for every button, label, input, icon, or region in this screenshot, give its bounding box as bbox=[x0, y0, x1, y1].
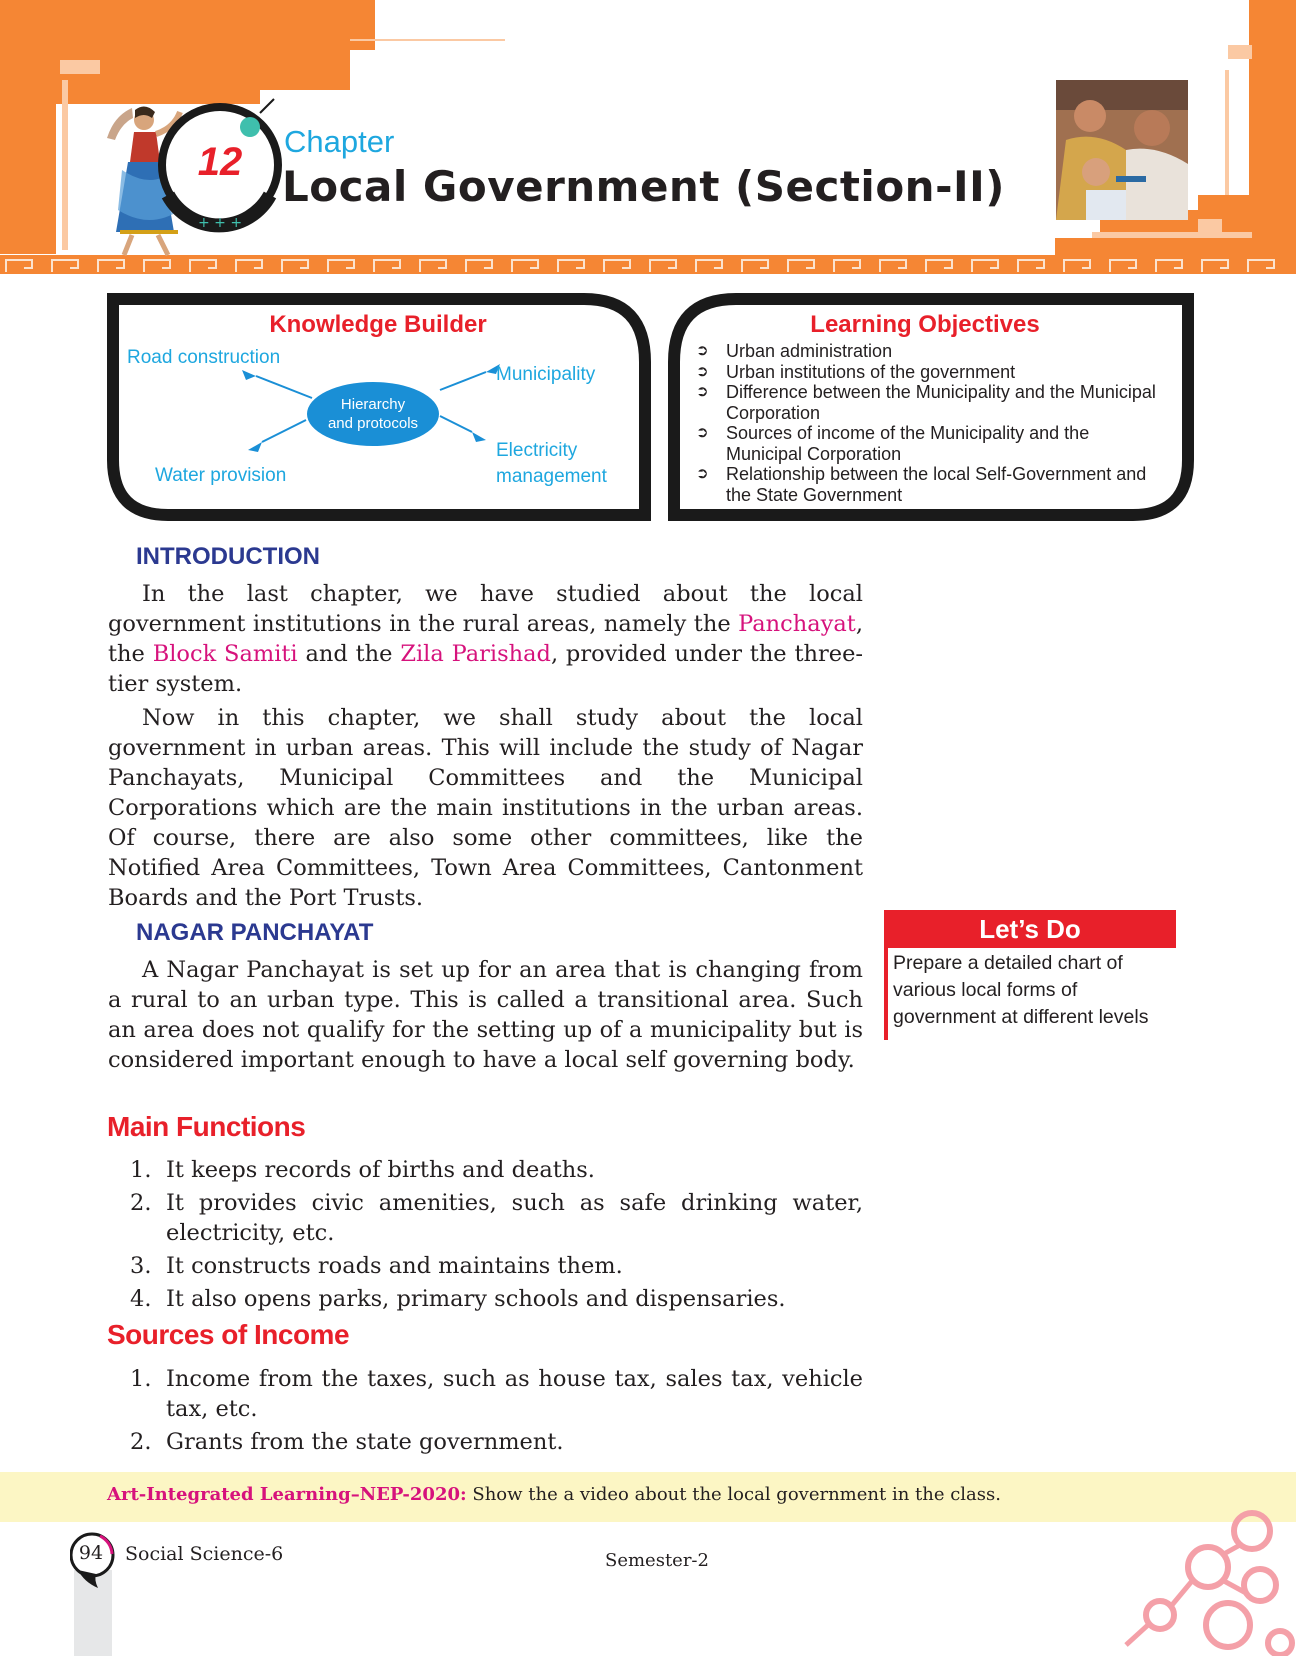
chapter-label: Chapter bbox=[284, 124, 395, 159]
hub-line-1: Hierarchy bbox=[340, 396, 406, 413]
list-item: 3. It constructs roads and maintains them. bbox=[130, 1253, 623, 1279]
lets-do-accent-bar bbox=[884, 948, 888, 1040]
term-panchayat: Panchayat bbox=[738, 611, 856, 637]
book-title: Social Science-6 bbox=[125, 1543, 284, 1565]
kb-item-water-provision: Water provision bbox=[155, 465, 287, 486]
arrow-bullet-icon: ➲ bbox=[696, 362, 709, 380]
sources-of-income-list bbox=[108, 1364, 863, 1460]
lets-do-text: Prepare a detailed chart of various local forms of government at different levels bbox=[893, 952, 1149, 1028]
list-item: 1. It keeps records of births and deaths. bbox=[130, 1157, 595, 1183]
learning-objectives-title: Learning Objectives bbox=[810, 311, 1040, 338]
kb-item-management: management bbox=[496, 466, 607, 487]
list-item: ➲ Urban administration bbox=[696, 341, 893, 361]
arrow-bullet-icon: ➲ bbox=[696, 383, 709, 400]
list-item: ➲ Urban institutions of the government bbox=[696, 361, 1016, 382]
arrow-bullet-icon: ➲ bbox=[696, 424, 709, 441]
arrow-bullet-icon: ➲ bbox=[696, 465, 709, 482]
header-photo bbox=[1056, 80, 1188, 220]
kb-item-municipality: Municipality bbox=[496, 364, 596, 385]
knowledge-builder-title: Knowledge Builder bbox=[269, 311, 487, 338]
kb-item-road-construction: Road construction bbox=[127, 347, 281, 368]
sources-of-income-heading: Sources of Income bbox=[107, 1319, 350, 1350]
list-item: ➲ Difference between the Municipality and the Municipal Corporation bbox=[696, 382, 1156, 423]
list-item: 2. Grants from the state government. bbox=[130, 1429, 564, 1455]
introduction-paragraph-1: In the last chapter, we have studied about the local government institutions in the rural areas, namely the Panchayat, the Block Samiti and the Zila Parishad, provided under the three-tier system. bbox=[108, 581, 863, 697]
semester-label: Semester-2 bbox=[605, 1550, 709, 1571]
page-title: Local Government (Section-II) bbox=[282, 162, 1005, 211]
chapter-number: 12 bbox=[197, 140, 243, 184]
list-item: ➲ Sources of income of the Municipality and the Municipal Corporation bbox=[696, 423, 1090, 464]
art-integrated-note: Art-Integrated Learning–NEP-2020: Show the a video about the local government in the class. bbox=[107, 1484, 1001, 1505]
art-integrated-label: Art-Integrated Learning–NEP-2020: bbox=[107, 1484, 467, 1505]
learning-objectives-list bbox=[696, 341, 1166, 505]
main-functions-heading: Main Functions bbox=[107, 1111, 306, 1142]
svg-text:+ + +: + + + bbox=[197, 215, 243, 231]
introduction-heading: INTRODUCTION bbox=[136, 543, 320, 570]
page-number: 94 bbox=[78, 1542, 104, 1564]
lets-do-title: Let’s Do bbox=[884, 910, 1176, 948]
introduction-paragraph-2: Now in this chapter, we shall study about the local government in urban areas. This will include the study of Nagar Panchayats, Municipal Committees and the Municipal Corporations which are the main institutions in the urban areas. Of course, there are also some other committees, like the Notified Area Committees, Town Area Committees, Cantonment Boards and the Port Trusts. bbox=[108, 705, 863, 911]
knowledge-builder-hub bbox=[307, 382, 439, 446]
kb-item-electricity: Electricity bbox=[496, 440, 578, 461]
decorative-circles bbox=[1120, 1505, 1296, 1656]
nagar-panchayat-heading: NAGAR PANCHAYAT bbox=[136, 919, 374, 946]
list-item: 2. It provides civic amenities, such as safe drinking water, electricity, etc. bbox=[130, 1190, 863, 1246]
nagar-panchayat-paragraph: A Nagar Panchayat is set up for an area that is changing from a rural to an urban type. This is called a transitional area. Such an area does not qualify for the setting up of a municipality but is considered important enough to have a local self governing body. bbox=[108, 957, 863, 1073]
list-item: ➲ Relationship between the local Self-Government and the State Government bbox=[696, 464, 1147, 505]
arrow-bullet-icon: ➲ bbox=[696, 342, 709, 359]
term-block-samiti: Block Samiti bbox=[152, 641, 298, 667]
list-item: 1. Income from the taxes, such as house tax, sales tax, vehicle tax, etc. bbox=[130, 1366, 863, 1422]
main-functions-list bbox=[108, 1155, 863, 1317]
term-zila-parishad: Zila Parishad bbox=[400, 641, 551, 667]
hub-line-2: and protocols bbox=[327, 415, 419, 432]
list-item: 4. It also opens parks, primary schools and dispensaries. bbox=[130, 1286, 786, 1312]
